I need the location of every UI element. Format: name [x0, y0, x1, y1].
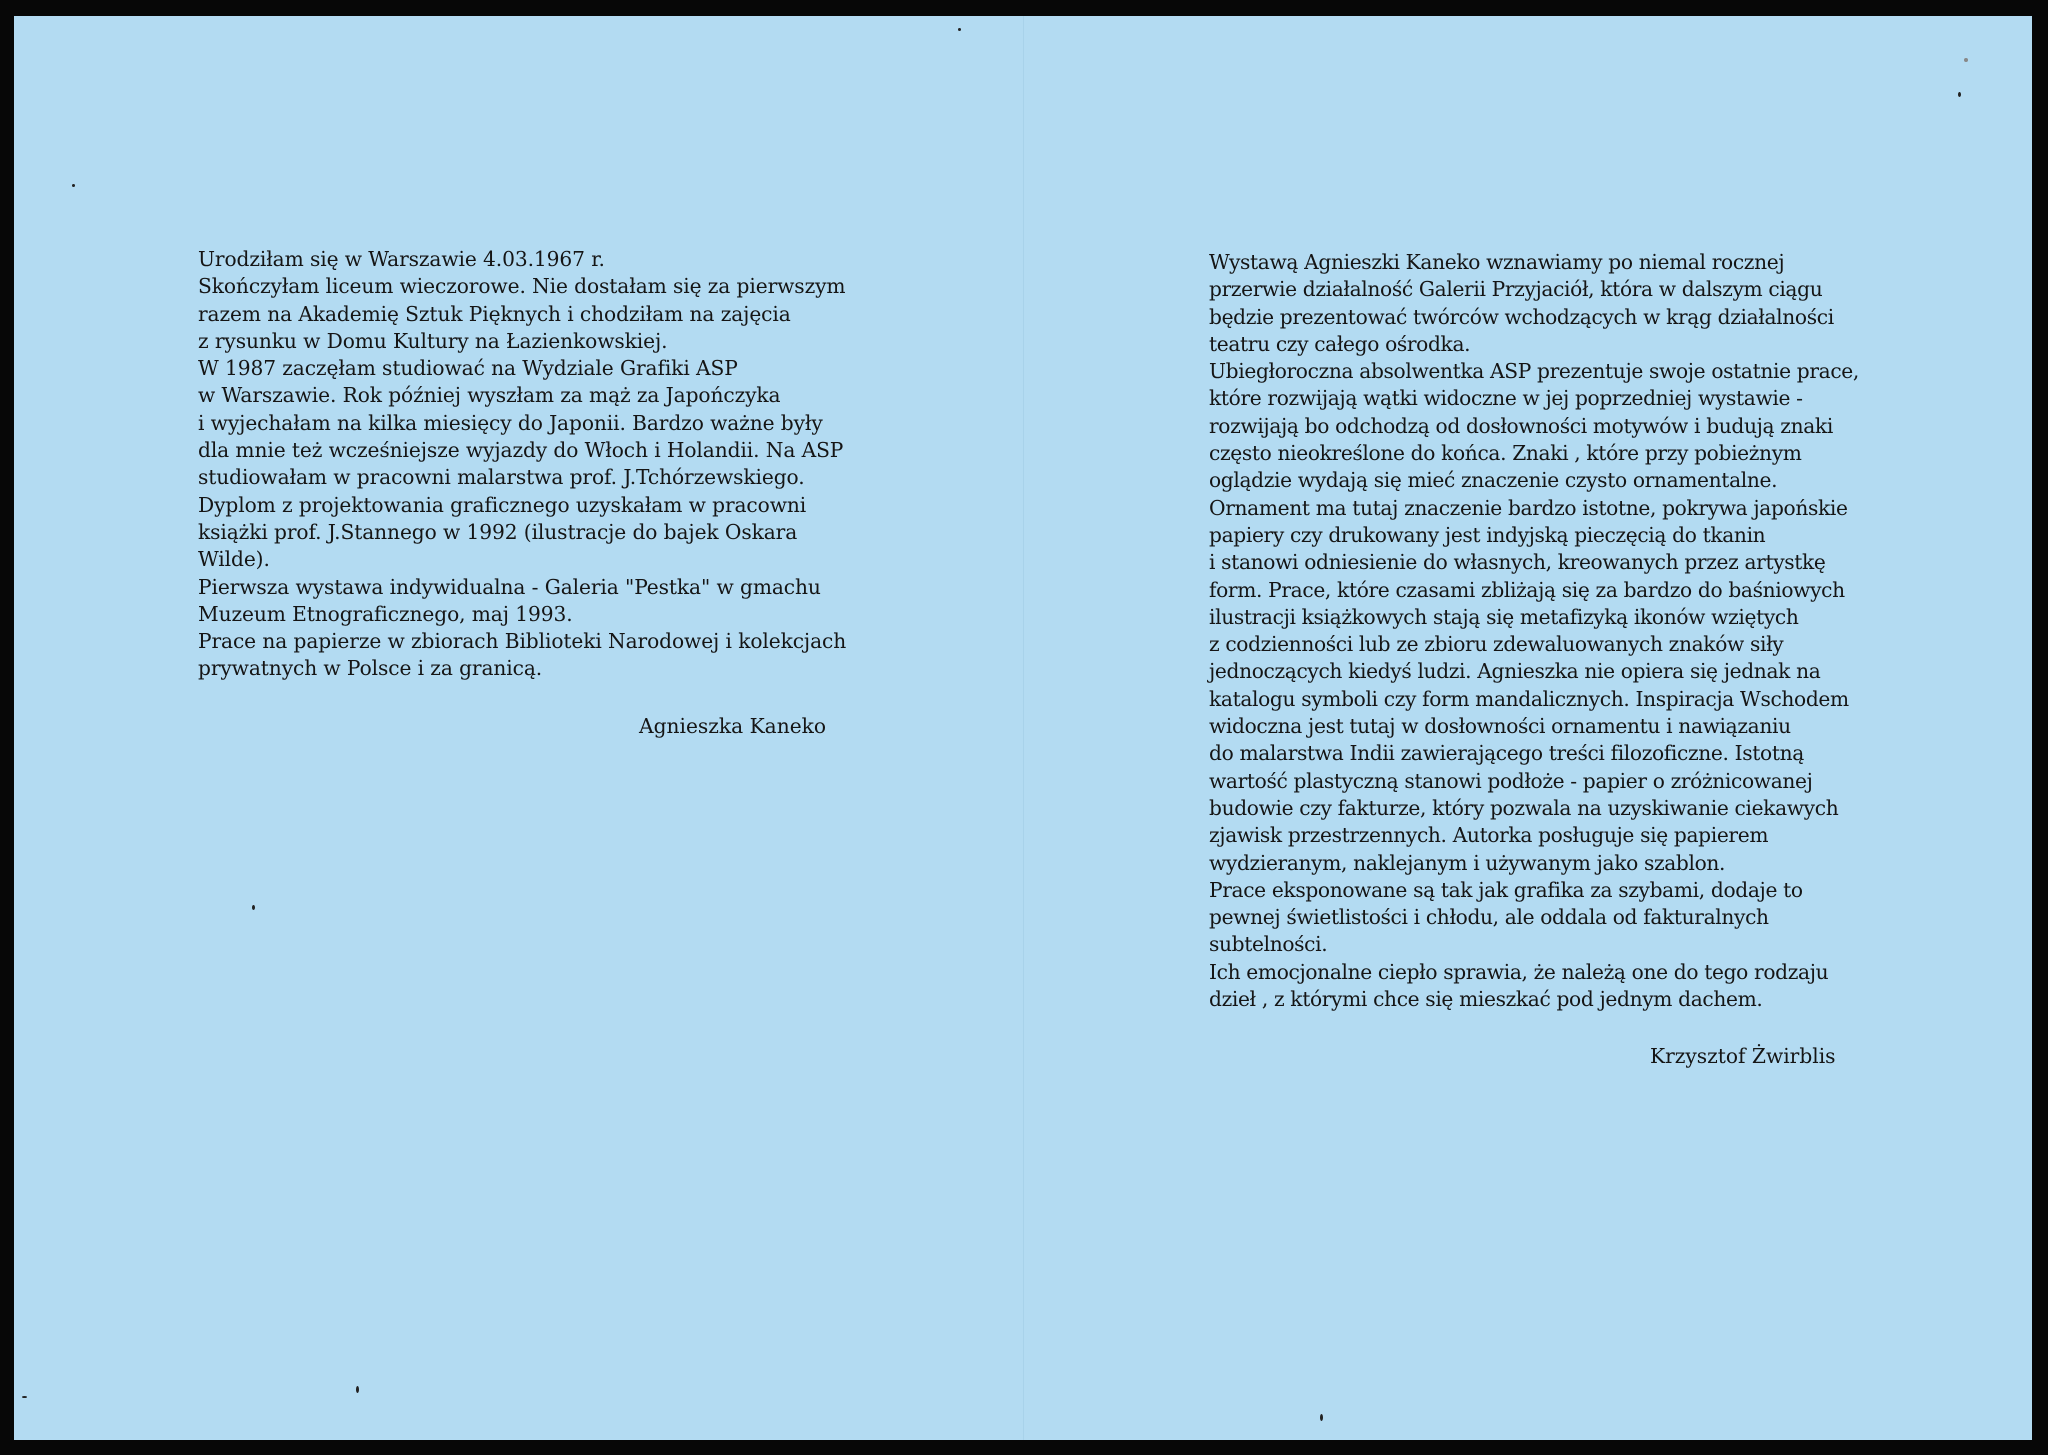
- dust-speck: [356, 1386, 359, 1393]
- text-line: do malarstwa Indii zawierającego treści filozoficzne. Istotną: [1209, 741, 1804, 766]
- text-line: Pierwsza wystawa indywidualna - Galeria "Pestka" w gmachu: [198, 574, 821, 599]
- text-line: subtelności.: [1209, 932, 1328, 957]
- text-line: Ornament ma tutaj znaczenie bardzo istotne, pokrywa japońskie: [1209, 495, 1848, 520]
- dust-speck: [22, 1396, 27, 1398]
- text-line: wydzieranym, naklejanym i używanym jako szablon.: [1209, 850, 1726, 875]
- text-line: widoczna jest tutaj w dosłowności ornamentu i nawiązaniu: [1209, 714, 1791, 739]
- document-sheet: [14, 16, 2032, 1440]
- text-line: Prace eksponowane są tak jak grafika za szybami, dodaje to: [1209, 877, 1803, 902]
- text-line: Wystawą Agnieszki Kaneko wznawiamy po niemal rocznej: [1209, 250, 1785, 274]
- text-line: często nieokreślone do końca. Znaki , które przy pobieżnym: [1209, 441, 1802, 466]
- text-line: w Warszawie. Rok później wyszłam za mąż za Japończyka: [198, 383, 781, 408]
- text-line: przerwie działalność Galerii Przyjaciół, która w dalszym ciągu: [1209, 277, 1823, 302]
- artist-biography: [198, 246, 846, 683]
- text-line: dzieł , z którymi chce się mieszkać pod jednym dachem.: [1209, 987, 1763, 1012]
- text-line: z codzienności lub ze zbioru zdewaluowanych znaków siły: [1209, 632, 1784, 657]
- text-line: z rysunku w Domu Kultury na Łazienkowskiej.: [198, 328, 668, 353]
- text-line: budowie czy fakturze, który pozwala na uzyskiwanie ciekawych: [1209, 795, 1839, 820]
- text-line: które rozwijają wątki widoczne w jej poprzedniej wystawie -: [1209, 386, 1803, 411]
- text-line: teatru czy całego ośrodka.: [1209, 331, 1471, 356]
- dust-speck: [72, 184, 75, 187]
- text-line: Urodziłam się w Warszawie 4.03.1967 r.: [198, 247, 605, 271]
- text-line: oglądzie wydają się mieć znaczenie czysto ornamentalne.: [1209, 468, 1778, 493]
- text-line: Ich emocjonalne ciepło sprawia, że należą one do tego rodzaju: [1209, 959, 1829, 984]
- text-line: wartość plastyczną stanowi podłoże - papier o zróżnicowanej: [1209, 768, 1813, 793]
- text-line: Skończyłam liceum wieczorowe. Nie dostałam się za pierwszym: [198, 274, 846, 299]
- text-line: katalogu symboli czy form mandalicznych. Inspiracja Wschodem: [1209, 686, 1849, 711]
- text-line: będzie prezentować twórców wchodzących w krąg działalności: [1209, 304, 1834, 329]
- text-line: rozwijają bo odchodzą od dosłowności motywów i budują znaki: [1209, 413, 1833, 438]
- text-line: i wyjechałam na kilka miesięcy do Japonii. Bardzo ważne były: [198, 410, 823, 435]
- signature-krzysztof-zwirblis: Krzysztof Żwirblis: [1650, 1044, 1836, 1068]
- text-line: Prace na papierze w zbiorach Biblioteki Narodowej i kolekcjach: [198, 629, 847, 654]
- text-line: Muzeum Etnograficznego, maj 1993.: [198, 601, 573, 626]
- dust-speck: [1958, 92, 1961, 97]
- dust-speck: [1964, 58, 1968, 62]
- text-line: Ubiegłoroczna absolwentka ASP prezentuje swoje ostatnie prace,: [1209, 359, 1859, 384]
- text-line: Wilde).: [198, 547, 270, 572]
- exhibition-description: [1209, 249, 1859, 1013]
- text-line: razem na Akademię Sztuk Pięknych i chodziłam na zajęcia: [198, 301, 791, 326]
- text-line: jednoczących kiedyś ludzi. Agnieszka nie opiera się jednak na: [1209, 659, 1821, 684]
- dust-speck: [1320, 1414, 1323, 1421]
- text-line: studiowałam w pracowni malarstwa prof. J.Tchórzewskiego.: [198, 465, 805, 490]
- dust-speck: [252, 905, 255, 910]
- text-line: papiery czy drukowany jest indyjską pieczęcią do tkanin: [1209, 522, 1766, 547]
- text-line: książki prof. J.Stannego w 1992 (ilustracje do bajek Oskara: [198, 519, 798, 544]
- text-line: zjawisk przestrzennych. Autorka posługuje się papierem: [1209, 823, 1769, 848]
- text-line: ilustracji książkowych stają się metafizyką ikonów wziętych: [1209, 604, 1799, 629]
- text-line: dla mnie też wcześniejsze wyjazdy do Włoch i Holandii. Na ASP: [198, 438, 844, 463]
- text-line: form. Prace, które czasami zbliżają się za bardzo do baśniowych: [1209, 577, 1845, 602]
- text-line: pewnej świetlistości i chłodu, ale oddala od fakturalnych: [1209, 905, 1769, 930]
- text-line: Dyplom z projektowania graficznego uzyskałam w pracowni: [198, 492, 807, 517]
- signature-agnieszka-kaneko: Agnieszka Kaneko: [639, 714, 827, 738]
- text-line: i stanowi odniesienie do własnych, kreowanych przez artystkę: [1209, 550, 1826, 575]
- text-line: W 1987 zaczęłam studiować na Wydziale Grafiki ASP: [198, 356, 738, 381]
- text-line: prywatnych w Polsce i za granicą.: [198, 656, 543, 681]
- page-fold-line: [1023, 16, 1024, 1440]
- dust-speck: [958, 28, 961, 31]
